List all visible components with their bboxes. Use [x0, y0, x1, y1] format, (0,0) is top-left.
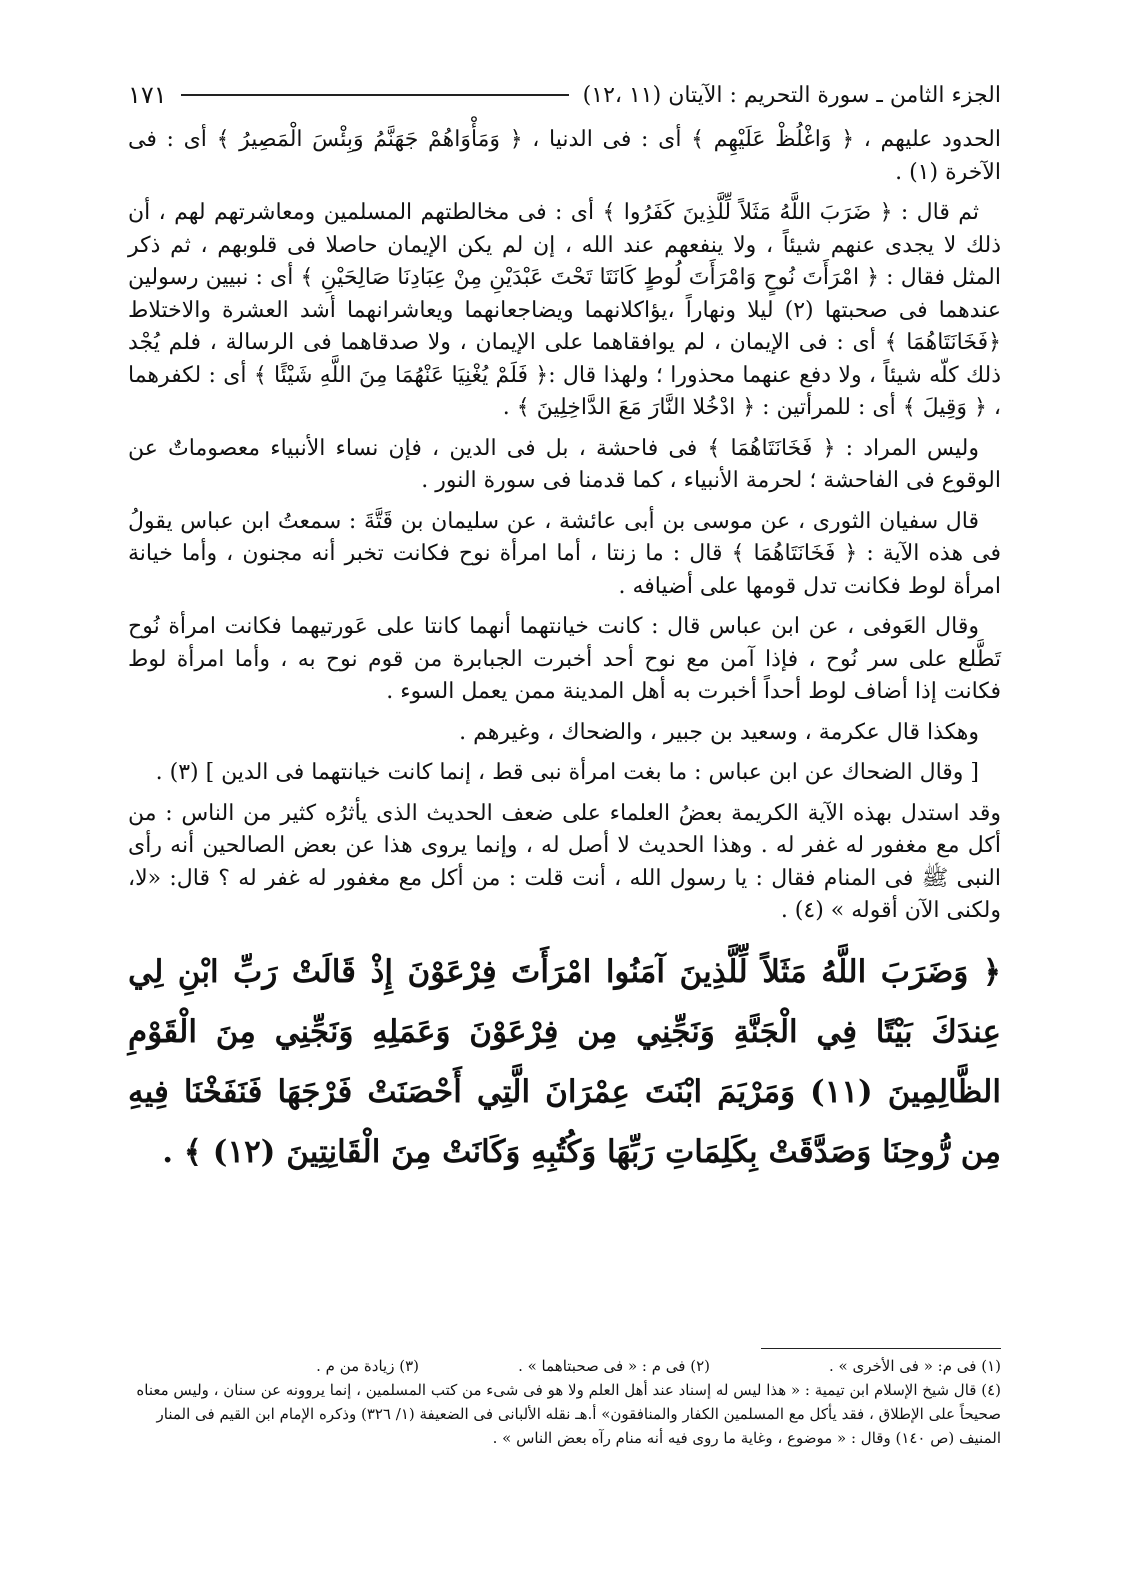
- footnote-rule: [761, 1348, 1001, 1349]
- page-number: ١٧١: [128, 81, 167, 109]
- paragraph-7: [ وقال الضحاك عن ابن عباس : ما بغت امرأة نبى قط ، إنما كانت خيانتهما فى الدين ] (٣) .: [155, 760, 979, 785]
- commentary-body: [128, 124, 1001, 1182]
- footnote-row: [128, 1354, 1001, 1378]
- paragraph-1: الحدود عليهم ، ﴿ وَاغْلُظْ عَلَيْهِم ﴾ أى : فى الدنيا ، ﴿ وَمَأْوَاهُمْ جَهَنَّمُ وَبِئْسَ الْمَصِيرُ ﴾ أى : فى الآخرة (١) .: [128, 127, 1001, 185]
- footnote-2: (٢) فى م : « فى صحبتاهما » .: [518, 1357, 710, 1375]
- header-rule: [181, 94, 569, 96]
- footnote-4: (٤) قال شيخ الإسلام ابن تيمية : « هذا ليس له إسناد عند أهل العلم ولا هو فى شىء من كتب المسلمين ، إنما يروونه عن سنان ، وليس معناه صحيحاً على الإطلاق ، فقد يأكل مع المسلمين الكفار والمنافقون» أ.هـ نقله الألبانى فى الضعيفة (١/ ٣٢٦) وذكره الإمام ابن القيم فى المنار المنيف (ص ١٤٠) وقال : « موضوع ، وغاية ما روى فيه أنه منام رآه بعض الناس » .: [136, 1381, 1001, 1447]
- paragraph-5: وقال العَوفى ، عن ابن عباس قال : كانت خيانتهما أنهما كانتا على عَورتيهما فكانت امرأة نُوح تَطَّلع على سر نُوح ، فإذا آمن مع نوح أحد أخبرت الجبابرة من قوم نوح به ، وأما امرأة لوط فكانت إذا أضاف لوط أحداً أخبرت به أهل المدينة ممن يعمل السوء .: [128, 614, 1001, 704]
- paragraph-6: وهكذا قال عكرمة ، وسعيد بن جبير ، والضحاك ، وغيرهم .: [459, 719, 979, 745]
- paragraph-8: وقد استدل بهذه الآية الكريمة بعضُ العلماء على ضعف الحديث الذى يأثرُه كثير من الناس : من أكل مع مغفور له غفر له . وهذا الحديث لا أصل له ، وإنما يروى هذا عن بعض الصالحين أنه رأى النبى ﷺ فى المنام فقال : يا رسول الله ، أنت قلت : من أكل مع مغفور له غفر له ؟ قال: «لا، ولكنى الآن أقوله » (٤) .: [128, 800, 1001, 923]
- footnote-3: (٣) زيادة من م .: [316, 1357, 419, 1375]
- running-header: [128, 72, 1001, 118]
- paragraph-4: قال سفيان الثورى ، عن موسى بن أبى عائشة ، عن سليمان بن قَتَّةَ : سمعتُ ابن عباس يقولُ فى هذه الآية : ﴿ فَخَانَتَاهُمَا ﴾ قال : ما زنتا ، أما امرأة نوح فكانت تخبر أنه مجنون ، وأما خيانة امرأة لوط فكانت تدل قومها على أضيافه .: [128, 508, 1001, 599]
- footnotes: [128, 1354, 1001, 1450]
- quran-verse-block: ﴿ وَضَرَبَ اللَّهُ مَثَلاً لِّلَّذِينَ آمَنُوا امْرَأَتَ فِرْعَوْنَ إِذْ قَالَتْ رَبِّ ابْنِ لِي عِندَكَ بَيْتًا فِي الْجَنَّةِ وَنَجِّنِي مِن فِرْعَوْنَ وَعَمَلِهِ وَنَجِّنِي مِنَ الْقَوْمِ الظَّالِمِينَ (١١) وَمَرْيَمَ ابْنَتَ عِمْرَانَ الَّتِي أَحْصَنَتْ فَرْجَهَا فَنَفَخْنَا فِيهِ مِن رُّوحِنَا وَصَدَّقَتْ بِكَلِمَاتِ رَبِّهَا وَكُتُبِهِ وَكَانَتْ مِنَ الْقَانِتِينَ (١٢) ﴾ .: [128, 953, 1001, 1170]
- header-title: الجزء الثامن ـ سورة التحريم : الآيتان (١١ ،١٢): [582, 82, 1001, 108]
- paragraph-2: ثم قال : ﴿ ضَرَبَ اللَّهُ مَثَلاً لِّلَّذِينَ كَفَرُوا ﴾ أى : فى مخالطتهم المسلمين ومعاشرتهم لهم ، أن ذلك لا يجدى عنهم شيئاً ، ولا ينفعهم عند الله ، إن لم يكن الإيمان حاصلا فى قلوبهم ، ثم ذكر المثل فقال : ﴿ امْرَأَتَ نُوحٍ وَامْرَأَتَ لُوطٍ كَانَتَا تَحْتَ عَبْدَيْنِ مِنْ عِبَادِنَا صَالِحَيْنِ ﴾ أى : نبيين رسولين عندهما فى صحبتها (٢) ليلا ونهاراً ،يؤاكلانهما ويضاجعانهما ويعاشرانهما أشد العشرة والاختلاط ﴿فَخَانَتَاهُمَا ﴾ أى : فى الإيمان ، لم يوافقاهما على الإيمان ، ولا صدقاهما فى الرسالة ، فلم يُجْد ذلك كلّه شيئاً ، ولا دفع عنهما محذورا ؛ ولهذا قال :﴿ فَلَمْ يُغْنِيَا عَنْهُمَا مِنَ اللَّهِ شَيْئًا ﴾ أى : لكفرهما ، ﴿ وَقِيلَ ﴾ أى : للمرأتين : ﴿ ادْخُلا النَّارَ مَعَ الدَّاخِلِينَ ﴾ .: [128, 200, 1001, 420]
- footnote-1: (١) فى م: « فى الأخرى » .: [829, 1357, 1001, 1375]
- paragraph-3: وليس المراد : ﴿ فَخَانَتَاهُمَا ﴾ فى فاحشة ، بل فى الدين ، فإن نساء الأنبياء معصوماتٌ عن الوقوع فى الفاحشة ؛ لحرمة الأنبياء ، كما قدمنا فى سورة النور .: [128, 435, 1001, 493]
